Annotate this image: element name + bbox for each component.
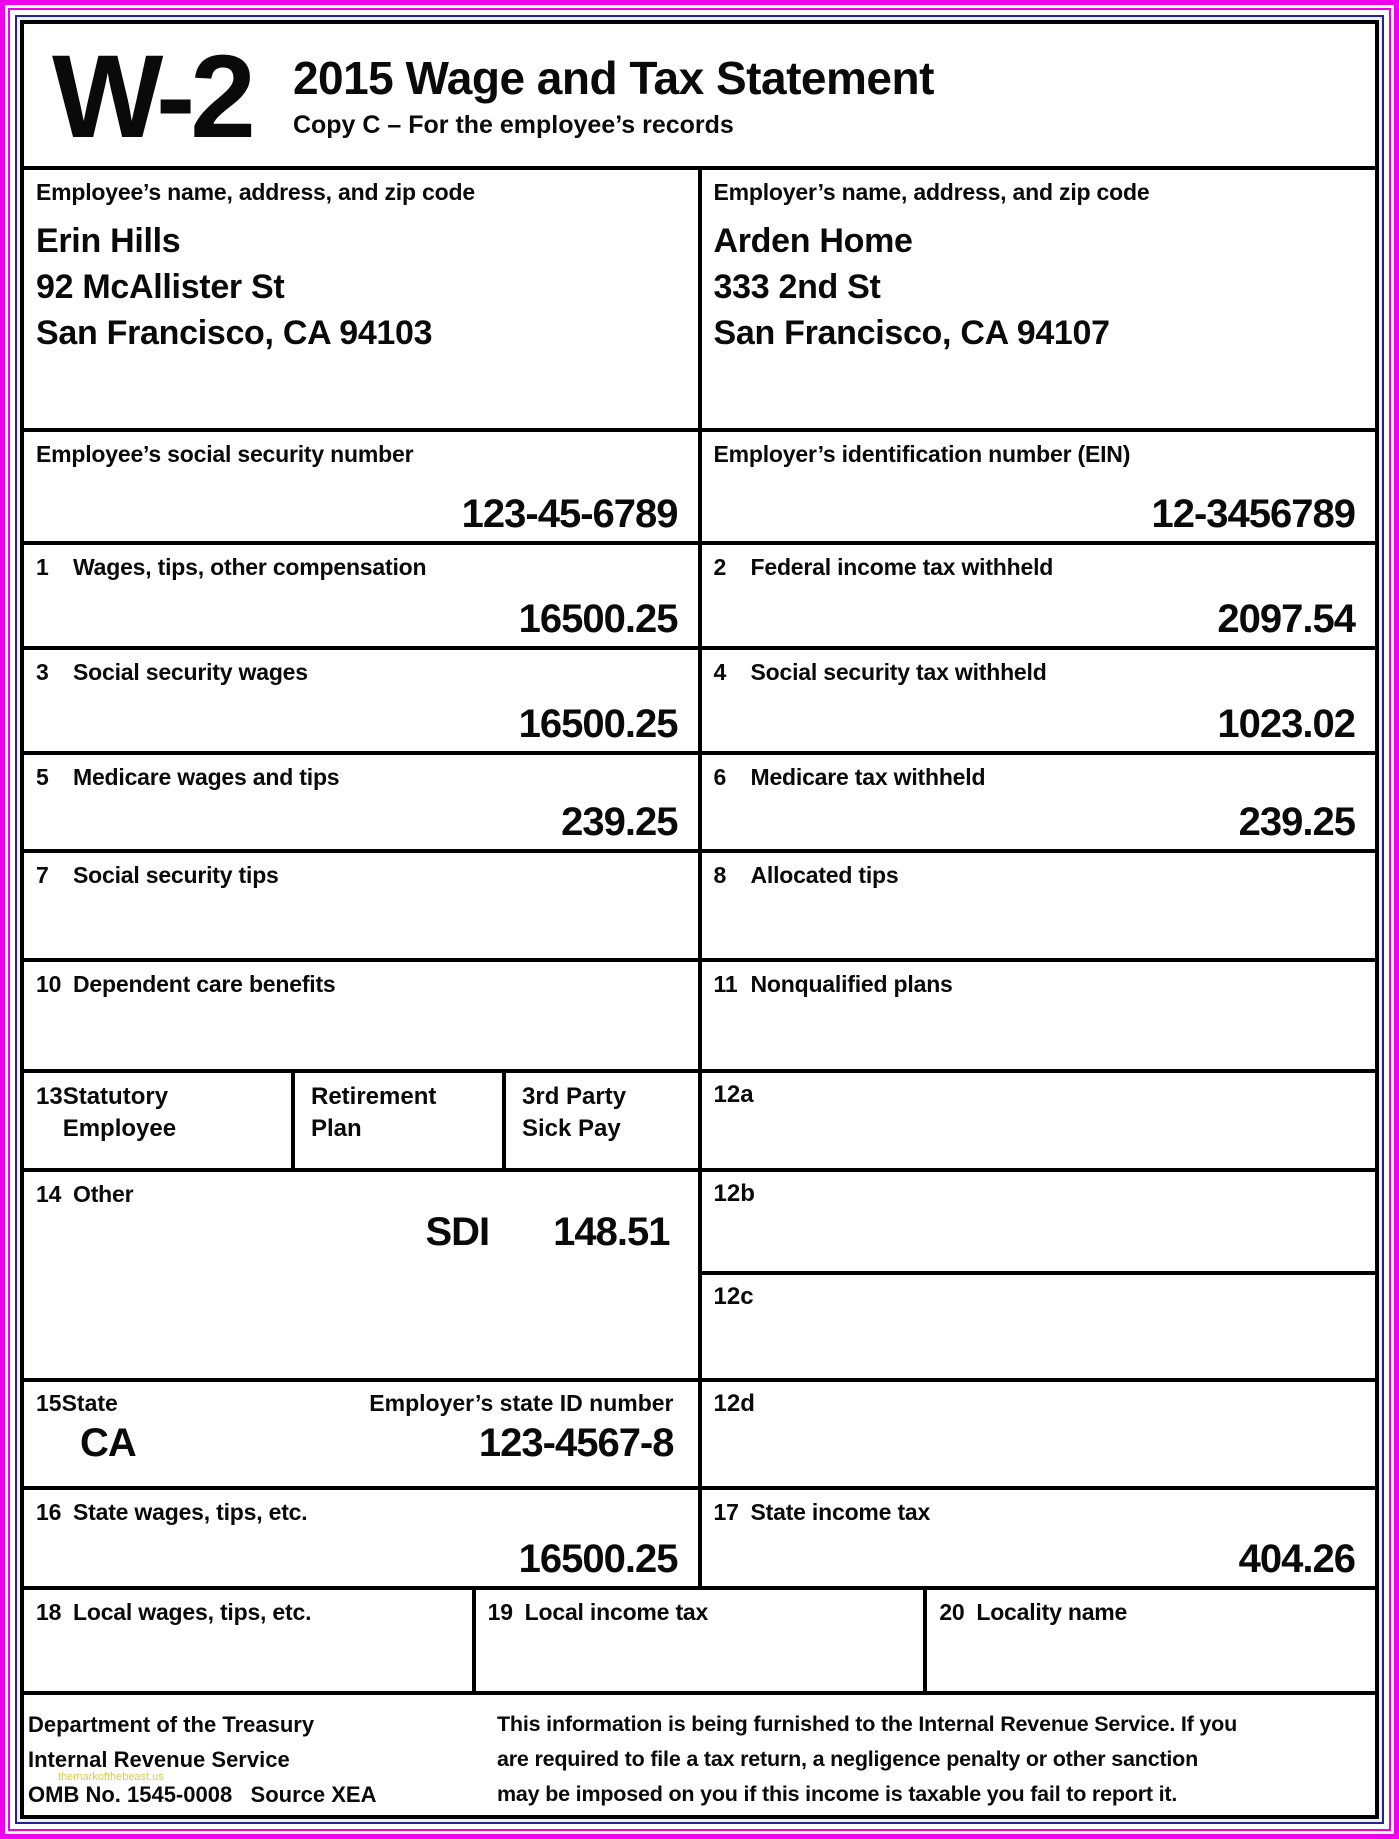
box-14	[24, 1172, 698, 1382]
box-5-number: 5	[36, 764, 49, 790]
box-12a-label: 12a	[713, 1081, 754, 1108]
page-frame-light	[17, 17, 1382, 1822]
watermark-text: themarkofthebeast.us	[58, 1771, 164, 1783]
box-2	[698, 545, 1376, 646]
box-13-label-line1: Statutory	[62, 1083, 169, 1110]
form-title: 2015 Wage and Tax Statement	[292, 52, 934, 105]
footer-notice	[497, 1707, 1375, 1815]
box-5-value: 239.25	[561, 800, 678, 844]
box-17	[698, 1490, 1376, 1586]
box-20	[923, 1590, 1375, 1691]
address-row	[24, 170, 1375, 432]
retirement-plan-line2: Plan	[311, 1115, 362, 1143]
box-13-row	[24, 1073, 698, 1172]
box-12d	[702, 1382, 1376, 1486]
box-15-label: State	[61, 1390, 118, 1416]
employer-address-label: Employer’s name, address, and zip code	[713, 179, 1150, 205]
box-1-label: Wages, tips, other compensation	[73, 554, 427, 580]
box-4-number: 4	[713, 659, 727, 685]
box-14-number: 14	[36, 1181, 62, 1207]
box-16-label: State wages, tips, etc.	[73, 1499, 308, 1525]
box-1-number: 1	[36, 554, 49, 580]
middle-right-column	[698, 1073, 1376, 1486]
id-number-row	[24, 432, 1375, 545]
box-row-7-8	[24, 853, 1375, 962]
form-copy-line: Copy C – For the employee’s records	[292, 110, 734, 139]
employee-address-lines	[36, 218, 684, 357]
box-row-3-4	[24, 650, 1375, 755]
box-row-5-6	[24, 755, 1375, 853]
footer-notice-line2: are required to file a tax return, a negligence penalty or other sanction	[497, 1747, 1199, 1772]
employee-address-box	[24, 170, 698, 428]
box-1	[24, 545, 698, 646]
footer-agency-line1: Department of the Treasury	[28, 1712, 315, 1737]
box-6-value: 239.25	[1238, 800, 1355, 844]
box-5-label: Medicare wages and tips	[73, 764, 340, 790]
footer-notice-line3: may be imposed on you if this income is taxable you fail to report it.	[497, 1782, 1178, 1807]
box-12b	[702, 1172, 1376, 1275]
box-2-value: 2097.54	[1217, 597, 1355, 641]
box-17-number: 17	[713, 1499, 739, 1525]
box-17-label: State income tax	[750, 1499, 931, 1525]
box-8-number: 8	[713, 862, 727, 888]
employee-city-state-zip: San Francisco, CA 94103	[36, 314, 433, 353]
page-frame-white-1	[5, 5, 1394, 1834]
box-13-retirement-plan	[291, 1073, 502, 1168]
box-6-number: 6	[713, 764, 727, 790]
box-3	[24, 650, 698, 751]
employer-address-lines	[714, 218, 1362, 357]
box-11	[698, 962, 1376, 1069]
box-4-value: 1023.02	[1217, 702, 1355, 746]
box-6-label: Medicare tax withheld	[750, 764, 986, 790]
box-15-number: 15	[36, 1390, 62, 1416]
page-frame-white-2	[10, 10, 1389, 1829]
box-11-label: Nonqualified plans	[750, 971, 953, 997]
box-13-3rd-party-sick-pay	[502, 1073, 698, 1168]
box-11-number: 11	[713, 971, 738, 997]
ein-label: Employer’s identification number (EIN)	[713, 441, 1131, 467]
box-12a	[702, 1073, 1376, 1172]
box-3-label: Social security wages	[73, 659, 308, 685]
box-16	[24, 1490, 698, 1586]
box-4-label: Social security tax withheld	[750, 659, 1047, 685]
middle-left-column	[24, 1073, 698, 1486]
footer-notice-line1: This information is being furnished to the Internal Revenue Service. If you	[497, 1712, 1238, 1736]
form-footer	[24, 1695, 1375, 1815]
page-frame-magenta-thin	[8, 8, 1391, 1831]
box-13-label-line2: Employee	[62, 1115, 177, 1143]
box-14-entry-code: SDI	[425, 1210, 490, 1254]
box-8-label: Allocated tips	[750, 862, 899, 888]
box-13-statutory-employee	[24, 1073, 291, 1168]
ssn-value: 123-45-6789	[461, 492, 678, 536]
box-19-number: 19	[487, 1599, 513, 1625]
box-6	[698, 755, 1376, 849]
box-12c-label: 12c	[713, 1283, 754, 1310]
page-frame-navy	[15, 15, 1384, 1824]
box-7	[24, 853, 698, 958]
employee-address-label: Employee’s name, address, and zip code	[36, 179, 475, 205]
box-14-entry	[36, 1210, 684, 1255]
form-code: W-2	[52, 30, 251, 163]
box-3-value: 16500.25	[518, 702, 678, 746]
box-15	[24, 1382, 698, 1486]
footer-agency-block	[28, 1707, 497, 1815]
box-row-18-19-20	[24, 1590, 1375, 1695]
box-13-number: 13	[36, 1083, 63, 1110]
box-row-10-11	[24, 962, 1375, 1073]
box-12b-label: 12b	[713, 1180, 755, 1207]
box-18-number: 18	[36, 1599, 62, 1625]
box-3-number: 3	[36, 659, 49, 685]
box-row-16-17	[24, 1490, 1375, 1590]
box-2-number: 2	[713, 554, 727, 580]
box-5	[24, 755, 698, 849]
retirement-plan-line1: Retirement	[311, 1083, 437, 1110]
box-18	[24, 1590, 472, 1691]
box-4	[698, 650, 1376, 751]
box-10-label: Dependent care benefits	[73, 971, 336, 997]
box-19-label: Local income tax	[524, 1599, 709, 1625]
employer-city-state-zip: San Francisco, CA 94107	[713, 314, 1110, 353]
ein-value: 12-3456789	[1151, 492, 1355, 536]
box-7-label: Social security tips	[73, 862, 279, 888]
box-15-state-value: CA	[80, 1421, 136, 1465]
box-10-number: 10	[36, 971, 62, 997]
employee-name: Erin Hills	[36, 222, 181, 260]
employee-street: 92 McAllister St	[36, 268, 285, 307]
state-id-label: Employer’s state ID number	[369, 1390, 674, 1416]
box-14-label: Other	[73, 1181, 134, 1207]
box-18-label: Local wages, tips, etc.	[73, 1599, 312, 1625]
box-12c	[702, 1275, 1376, 1382]
ssn-label: Employee’s social security number	[36, 441, 414, 467]
ssn-box	[24, 432, 698, 541]
form-header	[24, 24, 1375, 170]
ein-box	[698, 432, 1376, 541]
box-19	[472, 1590, 924, 1691]
employer-name: Arden Home	[713, 222, 913, 260]
form-title-block	[293, 50, 934, 139]
employer-address-box	[698, 170, 1376, 428]
box-20-number: 20	[939, 1599, 965, 1625]
footer-omb-line: OMB No. 1545-0008 Source XEA	[28, 1782, 377, 1808]
sick-pay-line2: Sick Pay	[522, 1115, 621, 1143]
sick-pay-line1: 3rd Party	[522, 1083, 627, 1110]
employer-street: 333 2nd St	[713, 268, 881, 307]
box-16-number: 16	[36, 1499, 62, 1525]
footer-agency-line2: Internal Revenue Service	[28, 1747, 290, 1773]
box-7-number: 7	[36, 862, 49, 888]
box-12d-label: 12d	[713, 1390, 755, 1417]
box-row-13-15-12	[24, 1073, 1375, 1490]
box-row-1-2	[24, 545, 1375, 650]
box-10	[24, 962, 698, 1069]
box-8	[698, 853, 1376, 958]
box-2-label: Federal income tax withheld	[750, 554, 1054, 580]
w2-form	[20, 20, 1379, 1819]
box-20-label: Locality name	[976, 1599, 1128, 1625]
box-17-value: 404.26	[1238, 1537, 1355, 1581]
state-id-value: 123-4567-8	[478, 1421, 674, 1465]
box-14-entry-amount: 148.51	[553, 1210, 670, 1254]
box-16-value: 16500.25	[518, 1537, 678, 1581]
box-1-value: 16500.25	[518, 597, 678, 641]
